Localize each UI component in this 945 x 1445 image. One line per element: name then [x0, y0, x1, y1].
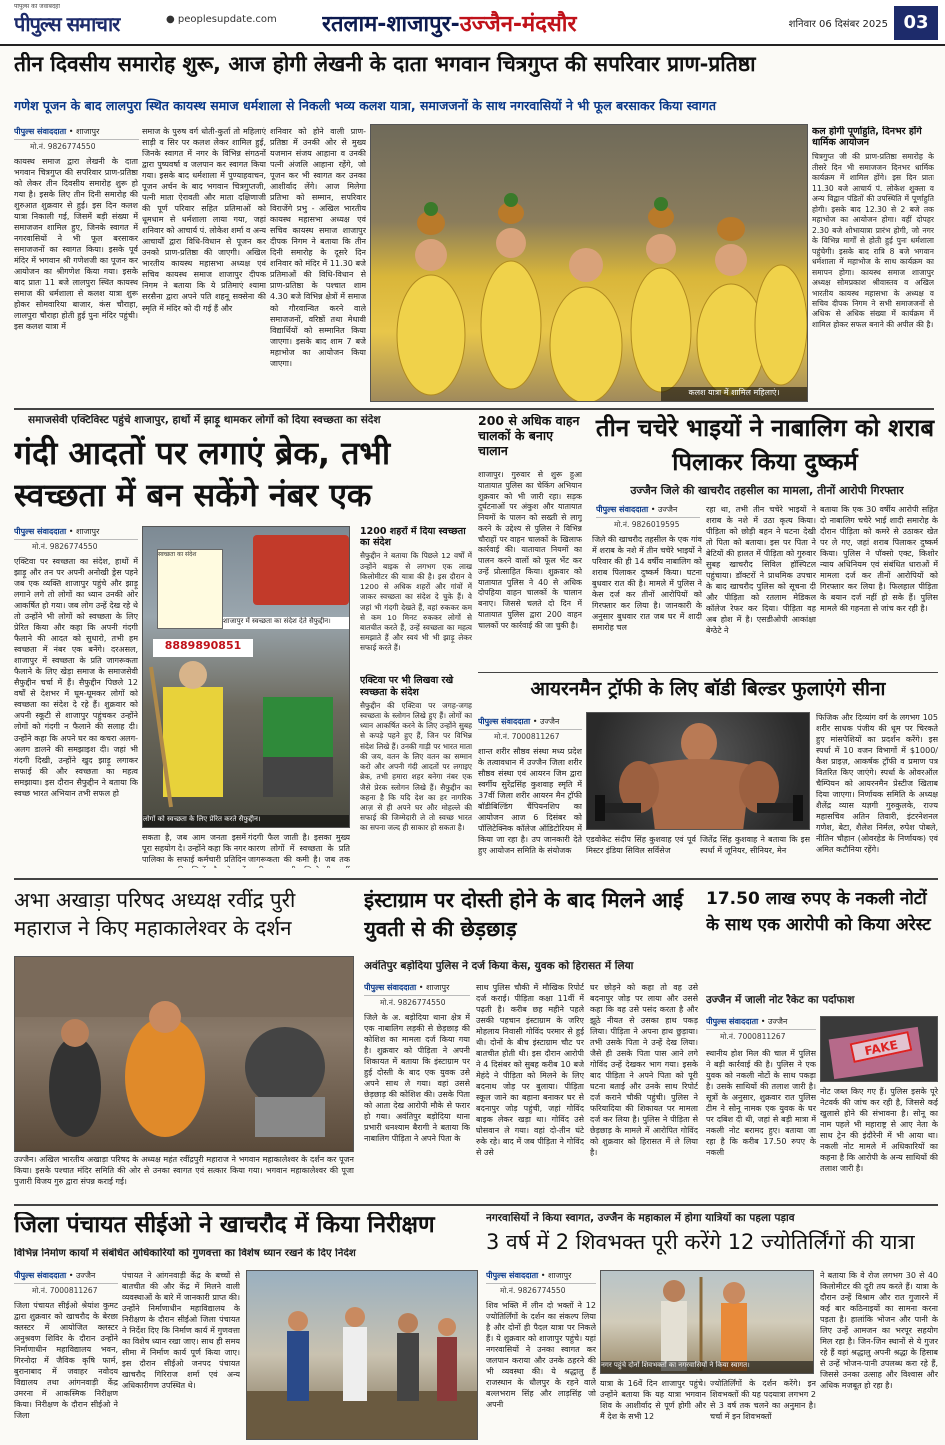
sign-board: स्वच्छता का संदेश [157, 549, 223, 629]
story5-col4: फिजिक और दिव्यांग वर्ग के लगभग 105 शरीर साधक पंजीय की धूम पर चिरकते हुए मांसपेशियों का प्रदर्शन करेंगे। इस स्पर्धा में 10 वजन विभागों में $1000/ कैश प्राइज़, आकर्षक ट्रॉफी व प्रमाण पत्र वितरित किए जाएंगे। स्पर्धा के ओवरऑल चैम्पियन को आयरनमैन प्रेस्टीज खिताब दिया जाएगा। निर्णायक समिति के अध्यक्ष शैलेंद्र व्यास यज्ञगी गुरुकुलके, राज्य महासचिव अतिन तिवारी, इंटरनेशनल गणेश, बेटा, शैलेश निर्मल, रुपेश पोबले, नीतिन चौहान (ओवरहेड के निर्णायक) एवं अमित कटौनिया रहेंगे। [816, 713, 938, 855]
story10-mobile: मो.नं. 9826774550 [500, 1286, 566, 1295]
story3-headline[interactable]: 200 से अधिक वाहन चालकों के बनाए चालान [478, 414, 580, 458]
box1-title: 1200 शहरों में दिया स्वच्छता का संदेश [360, 526, 466, 549]
kalash-yatra-photo[interactable] [370, 124, 808, 402]
story10-photo-caption: नगर पहुंचे दोनों शिवभक्तों का नगरवासियों ने किया स्वागत। [601, 1361, 813, 1373]
website-link[interactable]: ● peoplesupdate.com [166, 14, 277, 25]
story8-deck: उज्जैन में जाली नोट रैकेट का पर्दाफाश [706, 994, 855, 1006]
story9-mobile: मो.नं. 7000811267 [32, 1286, 98, 1295]
story8-mobile: मो.नं. 7000811267 [720, 1032, 786, 1041]
story2-headline[interactable]: गंदी आदतों पर लगाएं ब्रेक, तभी स्वच्छता में बन सकेंगे नंबर एक [14, 434, 391, 515]
story5-col2: एडवोकेट संदीप सिंह कुशवाह एवं पूर्व मिस्टर इंडिया सिविल सर्विसेज [586, 835, 696, 856]
fake-notes-photo[interactable] [820, 1016, 938, 1082]
page-number: 03 [894, 6, 938, 40]
story6-caption: उज्जैन। अखिल भारतीय अखाड़ा परिषद के अध्यक्ष महंत रवींद्रपुरी महाराज ने भगवान महाकालेश्वर के दर्शन कर पूजन किया। इसके पश्चात मंदिर समिति की ओर से उनका स्वागत एवं सत्कार किया गया। भगवान महाकालेश्वर की पूजा पुजारी विजय गुरु द्वारा संपन्न कराई गई। [14, 1155, 354, 1187]
story5-byline: पीपुल्स संवाददाता • उज्जैन [478, 716, 582, 730]
story4-col3: बताया कि एक 30 वर्षीय आरोपी सहित दो नाबालिग चचेरे भाई शादी समारोह के दौरान पीड़िता को कमरे से उठाकर खेत पर ले गए, जहां शराब पिलाकर दुष्कर्म किया। पुलिस ने पॉक्सो एक्ट, किशोर न्याय अधिनियम एवं संबंधित धाराओं में मामला दर्ज कर तीनों आरोपियों को गिरफ्तार कर लिया है। फिलहाल पीड़िता के बयान दर्ज नहीं हो सके हैं। पुलिस मामले की गहनता से जांच कर रही है। [820, 505, 938, 614]
story2-byline: पीपुल्स संवाददाता • शाजापुर [14, 526, 138, 540]
story7-headline[interactable]: इंस्टाग्राम पर दोस्ती होने के बाद मिलने आई युवती से की छेड़छाड़ [364, 888, 684, 942]
story2-col1: एक्टिवा पर स्वच्छता का संदेश, हाथों में झाड़ू और तन पर अपनी अनोखी ड्रेस पहने जब एक व्यक्ति शाजापुर पहुंचे और झाड़ू लगाने लगे तो लोगों का ध्यान उनकी ओर आकर्षित हो गया। जब लोग उन्हें देख रहे थे तो उन्होंने भी लोगों को स्वच्छता के लिए प्रेरित किया और कहा कि अपनी गंदगी फैलाने की आदत को सुधारो, तभी हम स्वच्छता में नंबर एक बनेंगे। दरअसल, शाजापुर में स्वच्छता के प्रति जागरूकता फैलाने के लिए खेड़ा समाज के समाजसेवी सैफुद्दीन चर्चा में हैं। सैफुद्दीन पिछले 12 वर्षों से देशभर में घूम-घूमकर लोगों को स्वच्छता का संदेश दे रहे हैं। शुक्रवार को अपनी स्कूटी से शाजापुर पहुंचकर उन्होंने लोगों को गंदगी न फैलाने की सलाह दी। उन्होंने कहा कि अपने घर का कचरा अलग-अलग डालने की समझाइश दी। जहां भी गंदगी दिखी, उन्होंने खुद झाड़ू लगाकर सफाई की और स्वच्छता का महत्व समझाया। इस दौरान सैफुद्दीन ने बताया कि स्वच्छ भारत अभियान तभी सफल हो [14, 557, 138, 798]
story10-kicker: नगरवासियों ने किया स्वागत, उज्जैन के महाकाल में होगा यात्रियों का पहला पड़ाव [486, 1212, 795, 1224]
fake-stamp: FAKE [850, 1031, 913, 1063]
story9-col2: पंचायत ने आंगनवाड़ी केंद्र के बच्चों से बातचीत की और केंद्र में मिलने वाली व्यवस्थाओं के बारे में जानकारी प्राप्त की। उन्होंने निर्माणाधीन महाविद्यालय के निरीक्षण के दौरान सीईओ जिला पंचायत ने निर्देश दिए कि निर्माण कार्य में गुणवत्ता का विशेष ध्यान रखा जाए। साथ ही समय सीमा में निर्माण कार्य पूर्ण किया जाए। इस दौरान सीईओ जनपद पंचायत खाचरौद गिरिराज शर्मा एवं अन्य अधिकारीगण उपस्थित थे। [122, 1271, 240, 1391]
story1-byline: पीपुल्स संवाददाता • शाजापुर [14, 126, 139, 140]
inspection-illustration [247, 1271, 478, 1440]
story10-col4: ने बताया कि वे रोज लगभग 30 से 40 किलोमीटर की दूरी तय करते हैं। यात्रा के दौरान उन्हें विश्राम और रात गुजारने में कई बार कठिनाइयों का सामना करना पड़ता है। हालांकि भोजन और पानी के लिए उन्हें आमजन का भरपूर सहयोग मिल रहा है। जिन-जिन स्थानों से ये गुजर रहे हैं वहां श्रद्धालु अपनी श्रद्धा के हिसाब से उन्हें भोजन-पानी उपलब्ध करा रहे हैं, जिससे उनका उत्साह और विश्वास और अधिक मजबूत हो रहा है। [820, 1271, 938, 1391]
story8-headline[interactable]: 17.50 लाख रुपए के नकली नोटों के साथ एक आरोपी को किया अरेस्ट [706, 889, 931, 936]
story10-col1: शिव भक्ति में लीन दो भक्तों ने 12 ज्योतिर्लिंगों के दर्शन का संकल्प लिया है और दोनों ही पैदल यात्रा पर निकले हैं। ये शुक्रवार को शाजापुर पहुंचे। यहां नगरवासियों ने उनका स्वागत कर जलपान कराया और उनके ठहरने की भी व्यवस्था की। ये श्रद्धालु हैं राजस्थान के धौलपुर के रहने वाले बल्लभराम सिंह और लाड़सिंह जो अपनी [486, 1301, 596, 1410]
story1-col1: कायस्थ समाज द्वारा लेखनी के दाता भगवान चित्रगुप्त की सपरिवार प्राण-प्रतिष्ठा को लेकर तीन दिवसीय समारोह शुरू हो गया है। इसके लिए तीन दिनी समारोह की शुरुआत शुक्रवार से हुई। इस दिन कलश यात्रा निकाली गई, जिसमें बड़ी संख्या में समाजजन शामिल हुए, जिनके स्वागत में नगरवासियों ने भी फूल बरसाकर समाजजनों का स्वागत किया। इसके पूर्व मंदिर में भगवान श्री गणेशजी का पूजन कर आयोजन का श्रीगणेश किया गया। इसके बाद प्रातः 11 बजे लालपुरा स्थित कायस्थ समाज की धर्मशाला से कलश यात्रा शुरू होकर सोमवारिया बाजार, कंस चौराहा, लालपुरा चौराहा होती हुई पुनः मंदिर पहुंची। इस कलश यात्रा में [14, 157, 138, 332]
divider [14, 878, 938, 880]
logo-tagline: पीपुल्स की जवाबदेही [14, 4, 60, 10]
story2-mobile: मो.नं. 9826774550 [32, 542, 98, 551]
divider [14, 1204, 938, 1206]
story1-photo-caption: कलश यात्रा में शामिल महिलाएं। [661, 387, 807, 401]
story7-mobile: मो.नं. 9826774550 [380, 998, 446, 1007]
story4-col1: जिले की खाचरौद तहसील के एक गांव में शराब के नशे में तीन चचेरे भाइयों ने परिवार की ही 14 वर्षीय नाबालिग को शराब पिलाकर दुष्कर्म किया। घटना बुधवार रात की है। मामले में पुलिस ने केस दर्ज कर तीनों आरोपियों को गिरफ्तार कर लिया है। जानकारी के अनुसार बुधवार रात जब घर में शादी समारोह चल [592, 535, 702, 633]
story2-box [360, 526, 472, 870]
story5-col1: शान्त शरीर सौष्ठव संस्था मध्य प्रदेश के तत्वावधान में उज्जैन जिला शरीर सौष्ठव संस्था एवं आयरन जिम द्वारा स्वर्गीय सुरेंद्रसिंह कुशवाह स्मृति में 37वीं जिला शरीर आयरन मैन ट्रॉफी बॉडीबिल्डिंग चैंपियनशिप का आयोजन आज 6 दिसंबर को पॉलिटेक्निक कॉलेज ऑडिटोरियम में किया जा रहा है। उप जानकारी देते हुए आयोजन समिति के संयोजक [478, 747, 582, 856]
cleaner-illustration [143, 657, 350, 817]
darshan-illustration [15, 957, 354, 1152]
story4-headline[interactable]: तीन चचेरे भाइयों ने नाबालिग को शराब पिलाकर किया दुष्कर्म [595, 414, 935, 476]
masthead [0, 0, 945, 46]
procession-illustration [371, 125, 808, 402]
phone-number-sign: 8889890851 [153, 639, 253, 657]
story1-side-text: चित्रगुप्त जी की प्राण-प्रतिष्ठा समारोह के तीसरे दिन भी समाजजन दिनभर धार्मिक कार्यक्रम में शामिल होंगे। इस दिन प्रातः 11.30 बजे आचार्य पं. लोकेश शुक्ला व अन्य विद्वान पंडितों की उपस्थिति में पूर्णाहुति होगी। इसके बाद 12.30 से 2 बजे तक महाभोज का आयोजन होगा। वहीं दोपहर 2.30 बजे शोभायात्रा प्रारंभ होगी, जो नगर के विभिन्न मार्गों से होती हुई पुनः धर्मशाला पहुंचेगी। इसके बाद रात्रि 8 बजे भगवान धर्मशाला में महाभोज के साथ कार्यक्रम का समापन होगा। कायस्थ समाज शाजापुर अध्यक्ष सोमप्रकाश श्रीवास्तव व अखिल भारतीय कायस्थ महासभा के अध्यक्ष व सचिव दीपक निगम ने सभी समाजजनों से अधिक से अधिक संख्या में कार्यक्रम में शामिल होकर सफल बनाने की अपील की है। [812, 152, 934, 329]
divider [478, 672, 938, 673]
story2-kicker: समाजसेवी एक्टिविस्ट पहुंचे शाजापुर, हाथों में झाड़ू थामकर लोगों को दिया स्वच्छता का संदेश [28, 414, 381, 426]
edition-title: रतलाम-शाजापुर-उज्जैन-मंदसौर [322, 12, 577, 37]
story8-byline: पीपुल्स संवाददाता • उज्जैन [706, 1016, 816, 1030]
story10-col2: यात्रा के 16वें दिन शाजापुर पहुंचे। उन्होंने बताया कि यह यात्रा भगवान शिव के आशीर्वाद से पूर्ण होगी और मैं देश के सभी 12 [600, 1379, 706, 1422]
story1-headline[interactable]: तीन दिवसीय समारोह शुरू, आज होगी लेखनी के दाता भगवान चित्रगुप्त की सपरिवार प्राण-प्रतिष्ठा [14, 52, 756, 76]
box1-text: सैफुद्दीन ने बताया कि पिछले 12 वर्षों में उन्होंने बाइक से लगभग एक लाख किलोमीटर की यात्रा की है। इस दौरान वे 1200 से अधिक शहरों और गांवों में जाकर स्वच्छता का संदेश दे चुके हैं। वे जहां भी गंदगी देखते हैं, वहां रुककर कम से कम 10 मिनट रुककर लोगों से बातचीत करते हैं, उन्हें स्वच्छता का महत्व समझाते हैं और स्वयं भी भी झाड़ू लेकर सफाई करते हैं। [360, 551, 472, 653]
story10-col3: ज्योतिर्लिंगों के दर्शन करेंगे। इन शिवभक्तों की यह पदयात्रा लगभग 2 से 3 वर्ष तक चलने का अनुमान है। चर्चा में इन शिवभक्तों [710, 1379, 816, 1422]
story7-deck: अवंतिपुर बड़ोदिया पुलिस ने दर्ज किया केस, युवक को हिरासत में लिया [364, 960, 634, 972]
box2-text: सैफुद्दीन की एक्टिवा पर जगह-जगह स्वच्छता के स्लोगन लिखे हुए हैं। लोगों का ध्यान आकर्षित करने के लिए उन्होंने सुबह से कपड़े पहने हुए हैं, जिन पर विभिन्न संदेश लिखे हैं। उनकी गाड़ी पर भारत माता की जय, वतन के लिए वतन का सम्मान करो और अपनी गंदी आदतों पर लगाइए ब्रेक, तभी हमारा शहर बनेगा नंबर एक जैसे प्रेरक स्लोगन लिखे हैं। सैफुद्दीन का कहना है कि यदि देश का हर नागरिक आज़ से ही अपने घर और मोहल्ले की सफाई की जिम्मेदारी ले तो स्वच्छ भारत का सपना जल्द ही साकार हो सकता है। [360, 700, 472, 833]
story4-deck: उज्जैन जिले की खाचरौद तहसील का मामला, तीनों आरोपी गिरफ्तार [630, 484, 904, 497]
story3-text: शाजापुर। गुरुवार से शुरू हुआ यातायात पुलिस का चेकिंग अभियान शुक्रवार को भी जारी रहा। सड़क दुर्घटनाओं पर अंकुश और यातायात नियमों के पालन को सख्ती से लागू करने के उद्देश्य से पुलिस ने विभिन्न चौराहों पर वाहन चालकों के खिलाफ कार्रवाई की। यातायात नियमों का पालन करने वालों को फूल भेंट कर उन्हें प्रोत्साहित किया। शुक्रवार को यातायात पुलिस ने 40 से अधिक दोपहिया वाहन चालकों के चालान बनाए। जिससे चलते दो दिन में यातायात पुलिस द्वारा 200 वाहन चालकों पर कार्रवाई की जा चुकी है। [478, 470, 582, 630]
story1-col3: शनिवार को होने वाली प्राण-प्रतिष्ठा में उनकी ओर से मुख्य यजमान संजय आहाना व उनकी पत्नी अंजलि आहाना रहेंगे, जो पूजन कर भी स्वागत कर उनका आशीर्वाद लेंगे। आज मिलेगा प्रतिभा को सम्मान, सपरिवार विराजेंगे प्रभु - अखिल भारतीय कायस्थ महासभा अध्यक्ष एवं सचिव कायस्थ समाज शाजापुर दीपक निगम ने बताया कि तीन दिनी समारोह के दूसरे दिन शनिवार को मंदिर में 11.30 बजे प्रतिमाओं की विधि-विधान से प्राण-प्रतिष्ठा के पश्चात शाम 4.30 बजे विभिन्न क्षेत्रों में समाज को गौरवान्वित करने वाले समाजजनों, वरिष्ठों तथा मेधावी विद्यार्थियों को सम्मानित किया जाएगा। इसके बाद शाम 7 बजे महाभोज का आयोजन किया जाएगा। [270, 127, 366, 368]
story6-headline[interactable]: अभा अखाड़ा परिषद अध्यक्ष रवींद्र पुरी महाराज ने किए महाकालेश्वर के दर्शन [14, 888, 296, 941]
bus-shape [253, 535, 349, 605]
story10-headline[interactable]: 3 वर्ष में 2 शिवभक्त पूरी करेंगे 12 ज्योतिर्लिंगों की यात्रा [486, 1230, 915, 1254]
story5-mobile: मो.नं. 7000811267 [494, 732, 560, 741]
bodybuilder-illustration [587, 713, 810, 830]
story7-col2: साथ पुलिस चौकी में मौखिक रिपोर्ट दर्ज कराई। पीड़िता कक्षा 11वीं में पढ़ती है। करीब छह महीने पहले उसकी पहचान इंस्टाग्राम के जरिए मोहलाय निवासी गोविंद परमार से हुई थी। दोनों के बीच इंस्टाग्राम चौट पर बातचीत होती थी। इस दौरान आरोपी ने 4 दिसंबर को सुबह करीब 10 बजे मेहंदे ने पीड़िता को मिलने के लिए बदनाथ जोड़ पर बुलाया। पीड़िता स्कूल जाने का बहाना बनाकर घर से बदनापुर जोड़ पहुंची, जहां गोविंद बाइक लेकर खड़ा था। गोविंद उसे घोसवान ले गया। वहां दो-तीन घंटे रुके रहे। बाद में जब पीड़िता ने गोविंद से उसे [476, 983, 584, 1158]
story4-byline: पीपुल्स संवाददाता • उज्जैन [596, 504, 700, 518]
story7-col3: घर छोड़ने को कहा तो वह उसे बदनापुर जोड़ पर लाया और उससे कहा कि वह उसे पसंद करता है और झूठे नीयत से उसका हाथ पकड़ लिया। पीड़िता ने अपना हाथ छुड़ाया। तभी उसके पिता ने उन्हें देख लिया। जैसे ही उसके पिता पास आने लगे गोविंद उन्हें देखकर भाग गया। इसके बाद पीड़िता ने अपने पिता को पूरी घटना बताई और उनके साथ रिपोर्ट दर्ज कराने चौकी पहुंची। पुलिस ने फरियादिया की शिकायत पर मामला दर्ज कर लिया है। पुलिस ने पीड़िता से छेड़छाड़ के मामले में आरोपित गोविंद को शुक्रवार को हिरासत में ले लिया है। [590, 983, 698, 1158]
story2-photo1-caption: शाजापुर में स्वच्छता का संदेश देते सैफुद्दीन। [223, 617, 349, 629]
story9-headline[interactable]: जिला पंचायत सीईओ ने खाचरौद में किया निरीक्षण [14, 1212, 435, 1238]
bodybuilder-photo[interactable] [586, 712, 810, 830]
story4-col2: रहा था, तभी तीन चचेरे भाइयों ने शराब के नशे में उठा कृत्य किया। पीड़िता को छोड़ी बहन ने घटना देखी तो पिता को बताया। इस पर पिता ने बेटियों की हालत में पीड़िता को गुरुवार सुबह खाचरौद सिविल हॉस्पिटल पहुंचाया। डॉक्टरों ने प्राथमिक उपचार के बाद खाचरौद पुलिस को सूचना दी और पीड़िता को रतलाम मेडिकल कॉलेज रेफर कर दिया। पीड़िता वह अब होश में है। एसडीओपी आकांक्षा बेग्ठेटे ने [706, 505, 816, 636]
story5-headline[interactable]: आयरनमैन ट्रॉफी के लिए बॉडी बिल्डर फुलाएंगे सीना [530, 678, 886, 700]
story7-byline: पीपुल्स संवाददाता • शाजापुर [364, 982, 470, 996]
box2-title: एक्टिवा पर भी लिखवा रखे स्वच्छता के संदेश [360, 675, 454, 698]
story1-sidebar [812, 126, 934, 402]
newspaper-logo[interactable]: पीपुल्स की जवाबदेही पीपुल्स समाचार [14, 4, 120, 36]
mahakal-darshan-photo[interactable] [14, 956, 354, 1152]
shivbhakt-photo[interactable] [600, 1270, 814, 1374]
story1-deck: गणेश पूजन के बाद लालपुरा स्थित कायस्थ समाज धर्मशाला से निकली भव्य कलश यात्रा, समाजजनों के साथ नगरवासियों ने भी फूल बरसाकर किया स्वागत [14, 98, 717, 113]
story10-byline: पीपुल्स संवाददाता • शाजापुर [486, 1270, 596, 1284]
pilgrims-illustration [601, 1271, 814, 1374]
story1-mobile: मो.नं. 9826774550 [30, 142, 96, 151]
globe-icon: ● [166, 14, 178, 25]
story2-col3: गंदगी फैल जाती है। इसका मुख्य कारण लोगों में स्वच्छता के प्रति जागरूकता की कमी है। जब तक [248, 833, 350, 865]
saifuddin-photo[interactable] [142, 526, 350, 828]
issue-date: शनिवार 06 दिसंबर 2025 [788, 19, 888, 30]
story9-col1: जिला पंचायत सीईओ श्रेयांश कुमट द्वारा शुक्रवार को खाचरौद के बेरछा क्लस्टर में आयोजित क्लस्टर अनुश्रवण शिविर के दौरान उन्होंने निर्माणाधीन महाविद्यालय भवन, गिरनोदा में जैविक कृषि फार्म, बुरानाबाद में जवाहर नवोदय विद्यालय तथा आंगनवाड़ी केंद्र उमरना में आकस्मिक निरीक्षण किया। निरीक्षण के दौरान सीईओ ने जिला [14, 1301, 118, 1421]
inspection-photo[interactable] [246, 1270, 478, 1440]
story9-deck: विभिन्न निर्माण कार्यों में संबंधित अधिकारियों को गुणवत्ता का विशेष ध्यान रखने के दिए निर्देश [14, 1248, 356, 1259]
story1-side-heading: कल होगी पूर्णाहुति, दिनभर होंगे धार्मिक आयोजन [812, 126, 922, 149]
story8-col1: स्थानीय होश मिल की चाल में पुलिस ने बड़ी कार्रवाई की है। पुलिस ने एक युवक को नकली नोटों के साथ पकड़ा है। उसके साथियों की तलाश जारी है। सूत्रों के अनुसार, शुक्रवार रात पुलिस टीम ने सोनू नामक एक युवक के घर पर दबिश दी थी, जहां से बड़ी मात्रा में नकली नोट बरामद हुए। बताया जा रहा है कि करीब 17.50 रुपए के नकली [706, 1049, 816, 1158]
story1-col2: समाज के पुरुष वर्ग धोती-कुर्ता तो महिलाएं साड़ी व सिर पर कलश लेकर शामिल हुई, जिनके स्वागत में नगर के विभिन्न संगठनों द्वारा पुष्पवर्षा व जलपान कर स्वागत किया गया। इसके बाद धर्मशाला में पुण्याहवाचन, पूजन अर्चन के बाद भगवान चित्रगुप्तजी, पत्नी माता ऐरावती और माता दक्षिणाजी की पूर्ण परिवार सहित प्रतिमाओं को धूमधाम से धर्मशाला लाया गया, जहां शनिवार को आचार्य पं. लोकेश शर्मा व अन्य आचार्यों द्वारा विधि-विधान से पूजन कर उनको प्राण-प्रतिष्ठा की जाएगी। अखिल भारतीय कायस्थ महासभा अध्यक्ष एवं सचिव कायस्थ समाज शाजापुर दीपक निगम ने बताया कि ये प्रतिमाएं श्यामा सरसैना द्वारा अपने पति शहनू सक्सेना की स्मृति में मंदिर को दी गई हैं और [142, 127, 266, 313]
story2-photo2-caption: लोगों को स्वच्छता के लिए प्रेरित करते सैफुद्दीन। [143, 815, 349, 827]
story8-col2: नोट जब्त किए गए हैं। पुलिस इसके पूरे नेटवर्क की जांच कर रही है, जिससे कई खुलासे होने की संभावना है। सोनू का नाम पहले भी महाराष्ट्र से आए नेता के साथ ट्रेन की इंदौरेनी में भी आया था। नकली नोट मामले में अधिकारियों का कहना है कि आरोपी के अन्य साथियों की तलाश जारी है। [820, 1087, 938, 1174]
story2-col2: सकता है, जब आम जनता इसमें पूरा सहयोग दे। उन्होंने कहा कि नगर पालिका के सफाई कर्मचारी प्रतिदिन [142, 833, 246, 865]
story9-byline: पीपुल्स संवाददाता • उज्जैन [14, 1270, 118, 1284]
story4-mobile: मो.नं. 9826019595 [614, 520, 680, 529]
divider [14, 408, 934, 410]
story7-col1: जिले के अ. बड़ोदिया थाना क्षेत्र में एक नाबालिग लड़की से छेड़छाड़ की कोशिश का मामला दर्ज किया गया है। शुक्रवार को पीड़िता ने अपनी शिकायत में बताया कि इंस्टाग्राम पर हुई दोस्ती के बाद एक युवक उसे अपने साथ ले गया। वहां उससे छेड़छाड़ की कोशिश की। उसके पिता को आता देख आरोपी मौके से फरार हो गया। अवंतिपुर बड़ोदिया थाना प्रभारी धनश्याम बैरागी ने बताया कि नाबालिग पीड़िता ने अपने पिता के [364, 1013, 470, 1144]
story5-col3: जितेंद्र सिंह कुशवाह ने बताया कि इस स्पर्धा में जूनियर, सीनियर, मेन [700, 835, 810, 856]
